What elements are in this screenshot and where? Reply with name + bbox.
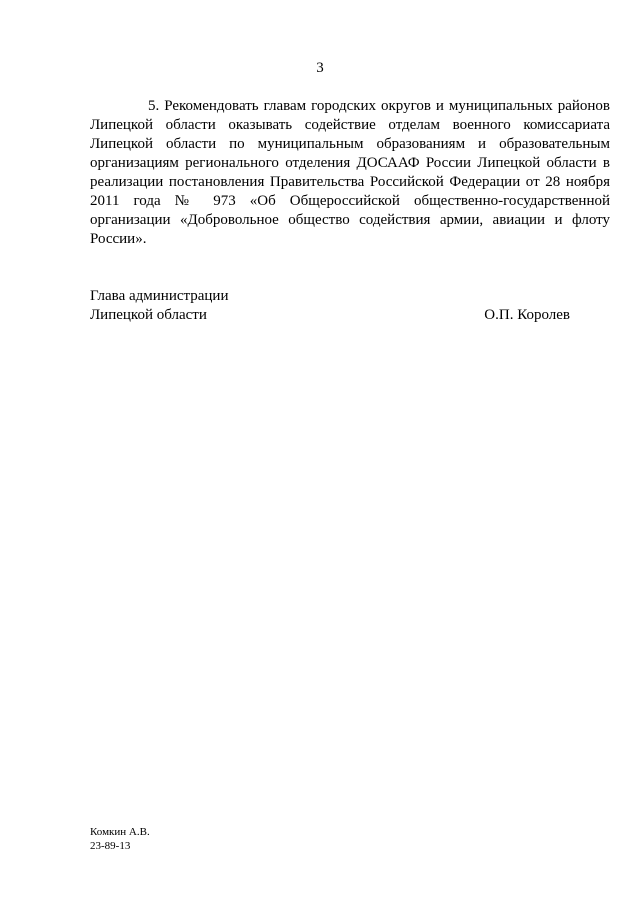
- signature-row-title: [90, 287, 570, 306]
- signatory-region: Липецкой области: [90, 307, 207, 323]
- signature-row-region: [90, 306, 570, 325]
- signatory-title: Глава администрации: [90, 288, 229, 304]
- body-paragraph: [90, 97, 610, 249]
- paragraph-line: Липецкой области оказывать содействие отделам военного комиссариата: [90, 117, 610, 133]
- paragraph-line: реализации постановления Правительства Российской Федерации от 28 ноября: [90, 174, 610, 190]
- paragraph-line: 5. Рекомендовать главам городских округов и муниципальных районов: [148, 98, 610, 114]
- executor-name: Комкин А.В.: [90, 826, 150, 838]
- executor-footer: [90, 825, 150, 853]
- paragraph-line: России».: [90, 231, 147, 247]
- paragraph-line: Липецкой области по муниципальным образованиям и образовательным: [90, 136, 610, 152]
- paragraph-line: 2011 года № 973 «Об Общероссийской общественно-государственной: [90, 193, 610, 209]
- executor-phone: 23-89-13: [90, 840, 131, 852]
- paragraph-line: организациям регионального отделения ДОСААФ России Липецкой области в: [90, 155, 610, 171]
- signatory-name: О.П. Королев: [484, 307, 570, 323]
- signature-block: [90, 287, 570, 325]
- paragraph-line: организации «Добровольное общество содействия армии, авиации и флоту: [90, 212, 610, 228]
- page-number: 3: [316, 60, 324, 76]
